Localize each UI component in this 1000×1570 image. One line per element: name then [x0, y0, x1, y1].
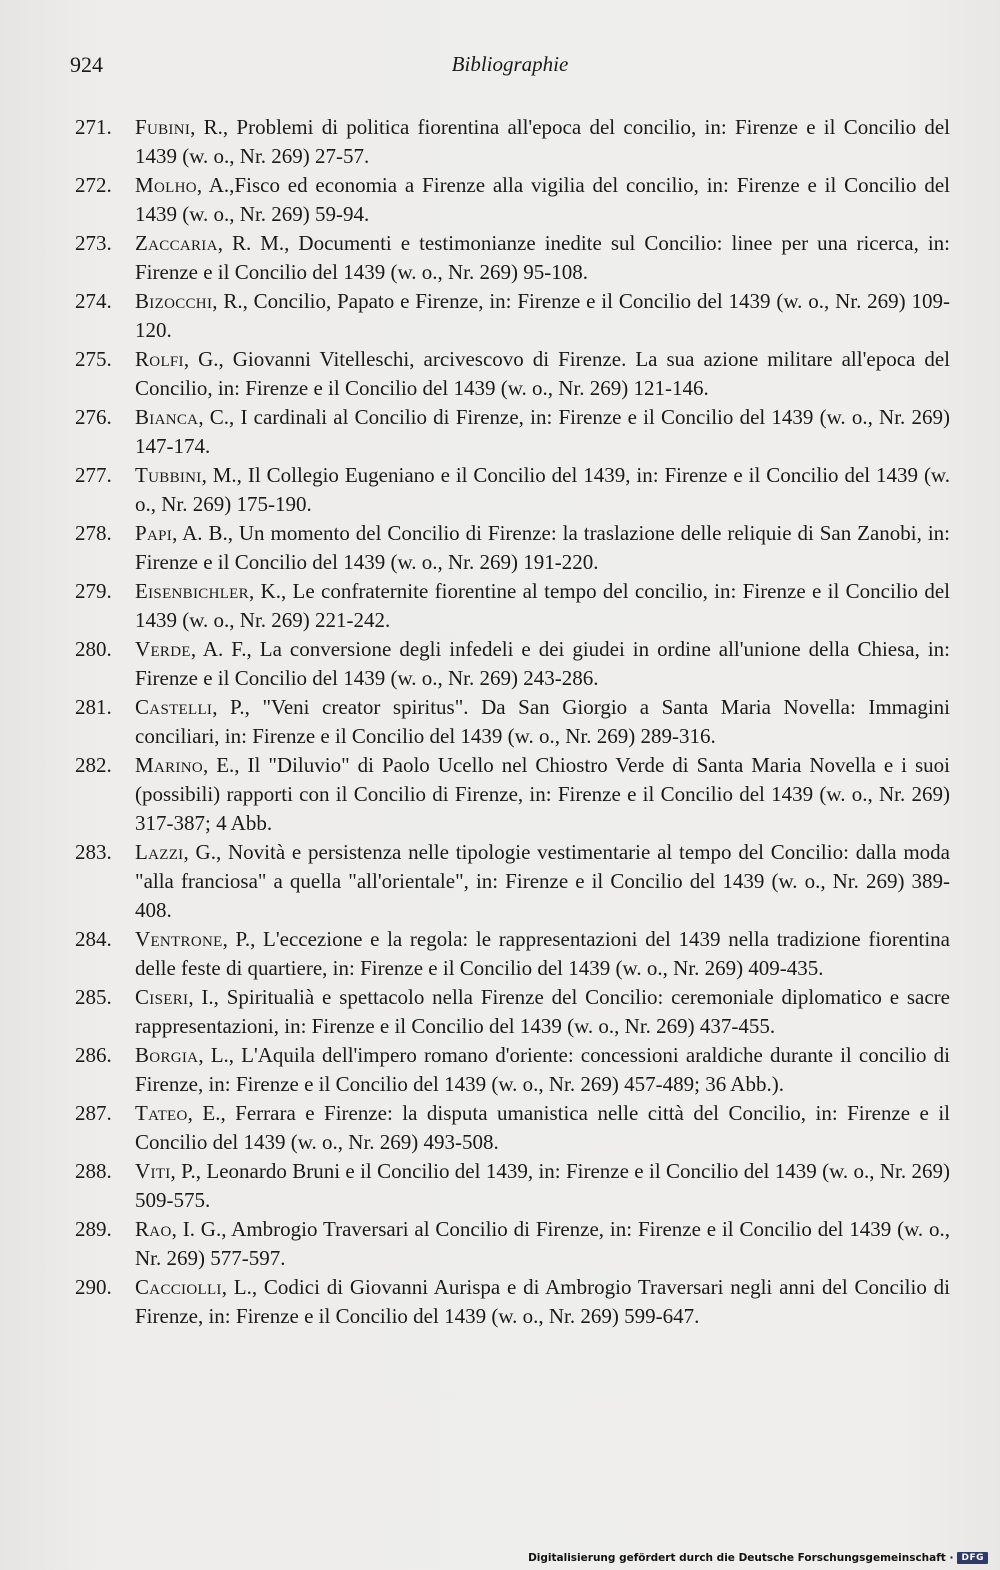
entry-author: Eisenbichler — [135, 579, 249, 603]
entry-citation: , R. M., Documenti e testimonianze inedite sul Concilio: linee per una ricerca, in: Firenze e il Concilio del 1439 (w. o., Nr. 269) 95-108. — [135, 231, 950, 284]
entry-text — [135, 983, 950, 1041]
entry-author: Lazzi — [135, 840, 184, 864]
entry-author: Bizocchi — [135, 289, 213, 313]
entry-citation: , G., Novità e persistenza nelle tipologie vestimentarie al tempo del Concilio: dalla moda "alla franciosa" a quella "all'orientale", in: Firenze e il Concilio del 1439 (w. o., Nr. 269) 389-408. — [135, 840, 950, 922]
entry-author: Tateo — [135, 1101, 188, 1125]
dfg-logo: DFG — [957, 1552, 988, 1564]
entry-text — [135, 287, 950, 345]
entry-number: 290. — [75, 1275, 112, 1299]
entry-number: 275. — [75, 347, 112, 371]
running-title: Bibliographie — [451, 52, 569, 76]
bibliography-entry — [75, 983, 950, 1041]
entry-author: Ciseri — [135, 985, 189, 1009]
entry-text — [135, 113, 950, 171]
entry-text — [135, 345, 950, 403]
entry-number: 276. — [75, 405, 112, 429]
entry-text — [135, 229, 950, 287]
entry-author: Molho — [135, 173, 197, 197]
bibliography-entry — [75, 287, 950, 345]
digitization-footer — [528, 1552, 988, 1564]
entry-author: Papi — [135, 521, 173, 545]
entry-citation: , A.,Fisco ed economia a Firenze alla vigilia del concilio, in: Firenze e il Concilio del 1439 (w. o., Nr. 269) 59-94. — [135, 173, 950, 226]
bibliography-entry — [75, 1041, 950, 1099]
entry-number: 287. — [75, 1101, 112, 1125]
bibliography-entry — [75, 1273, 950, 1331]
entry-number: 272. — [75, 173, 112, 197]
entry-author: Rao — [135, 1217, 172, 1241]
entry-text — [135, 519, 950, 577]
entry-text — [135, 171, 950, 229]
entry-text — [135, 693, 950, 751]
entry-number: 281. — [75, 695, 112, 719]
bibliography-entry — [75, 403, 950, 461]
bibliography-entry — [75, 838, 950, 925]
bibliography-entry — [75, 925, 950, 983]
entry-author: Marino — [135, 753, 203, 777]
page-header — [70, 52, 950, 88]
entry-number: 274. — [75, 289, 112, 313]
entry-text — [135, 1099, 950, 1157]
entry-number: 284. — [75, 927, 112, 951]
entry-text — [135, 1215, 950, 1273]
entry-citation: , L., Codici di Giovanni Aurispa e di Ambrogio Traversari negli anni del Concilio di Firenze, in: Firenze e il Concilio del 1439 (w. o., Nr. 269) 599-647. — [135, 1275, 950, 1328]
entry-number: 278. — [75, 521, 112, 545]
entry-number: 282. — [75, 753, 112, 777]
entry-author: Verde — [135, 637, 191, 661]
entry-number: 273. — [75, 231, 112, 255]
entry-author: Ventrone — [135, 927, 223, 951]
bibliography-entry — [75, 635, 950, 693]
bibliography-entry — [75, 519, 950, 577]
entry-citation: , E., Ferrara e Firenze: la disputa umanistica nelle città del Concilio, in: Firenze e il Concilio del 1439 (w. o., Nr. 269) 493-508. — [135, 1101, 950, 1154]
entry-citation: , P., L'eccezione e la regola: le rappresentazioni del 1439 nella tradizione fiorentina delle feste di quartiere, in: Firenze e il Concilio del 1439 (w. o., Nr. 269) 409-435. — [135, 927, 950, 980]
entry-citation: , A. F., La conversione degli infedeli e dei giudei in ordine all'unione della Chiesa, in: Firenze e il Concilio del 1439 (w. o., Nr. 269) 243-286. — [135, 637, 950, 690]
entry-number: 285. — [75, 985, 112, 1009]
entry-citation: , R., Problemi di politica fiorentina all'epoca del concilio, in: Firenze e il Concilio del 1439 (w. o., Nr. 269) 27-57. — [135, 115, 950, 168]
entry-citation: , I. G., Ambrogio Traversari al Concilio di Firenze, in: Firenze e il Concilio del 1439 (w. o., Nr. 269) 577-597. — [135, 1217, 950, 1270]
entry-number: 288. — [75, 1159, 112, 1183]
entry-citation: , I., Spiritualià e spettacolo nella Firenze del Concilio: ceremoniale diplomatico e sacre rappresentazioni, in: Firenze e il Concilio del 1439 (w. o., Nr. 269) 437-455. — [135, 985, 950, 1038]
entry-text — [135, 577, 950, 635]
entry-citation: , K., Le confraternite fiorentine al tempo del concilio, in: Firenze e il Concilio del 1439 (w. o., Nr. 269) 221-242. — [135, 579, 950, 632]
entry-number: 279. — [75, 579, 112, 603]
bibliography-entry — [75, 229, 950, 287]
footer-text: Digitalisierung gefördert durch die Deutsche Forschungsgemeinschaft · — [528, 1552, 954, 1564]
entry-text — [135, 838, 950, 925]
entry-number: 280. — [75, 637, 112, 661]
entry-author: Viti — [135, 1159, 171, 1183]
entry-number: 271. — [75, 115, 112, 139]
entry-author: Zaccaria — [135, 231, 218, 255]
entry-text — [135, 1273, 950, 1331]
entry-citation: , P., "Veni creator spiritus". Da San Giorgio a Santa Maria Novella: Immagini conciliari, in: Firenze e il Concilio del 1439 (w. o., Nr. 269) 289-316. — [135, 695, 950, 748]
entry-text — [135, 1041, 950, 1099]
entry-number: 283. — [75, 840, 112, 864]
entry-author: Borgia — [135, 1043, 199, 1067]
bibliography-entry — [75, 751, 950, 838]
bibliography-entry — [75, 461, 950, 519]
entry-number: 286. — [75, 1043, 112, 1067]
bibliography-entry — [75, 345, 950, 403]
entry-citation: , P., Leonardo Bruni e il Concilio del 1439, in: Firenze e il Concilio del 1439 (w. o., Nr. 269) 509-575. — [135, 1159, 950, 1212]
entry-author: Rolfi — [135, 347, 184, 371]
bibliography-entry — [75, 171, 950, 229]
entry-author: Castelli — [135, 695, 213, 719]
bibliography-entry — [75, 577, 950, 635]
entry-citation: , R., Concilio, Papato e Firenze, in: Firenze e il Concilio del 1439 (w. o., Nr. 269) 109-120. — [135, 289, 950, 342]
entry-author: Bianca — [135, 405, 199, 429]
bibliography-entry — [75, 693, 950, 751]
bibliography-entry — [75, 113, 950, 171]
entry-number: 277. — [75, 463, 112, 487]
entry-text — [135, 461, 950, 519]
entry-citation: , C., I cardinali al Concilio di Firenze, in: Firenze e il Concilio del 1439 (w. o., Nr. 269) 147-174. — [135, 405, 950, 458]
bibliography-entry — [75, 1157, 950, 1215]
entry-text — [135, 403, 950, 461]
entry-citation: , A. B., Un momento del Concilio di Firenze: la traslazione delle reliquie di San Zanobi, in: Firenze e il Concilio del 1439 (w. o., Nr. 269) 191-220. — [135, 521, 950, 574]
entry-citation: , G., Giovanni Vitelleschi, arcivescovo di Firenze. La sua azione militare all'epoca del Concilio, in: Firenze e il Concilio del 1439 (w. o., Nr. 269) 121-146. — [135, 347, 950, 400]
entry-citation: , L., L'Aquila dell'impero romano d'oriente: concessioni araldiche durante il concilio di Firenze, in: Firenze e il Concilio del 1439 (w. o., Nr. 269) 457-489; 36 Abb.). — [135, 1043, 950, 1096]
bibliography-entry — [75, 1099, 950, 1157]
entry-citation: , M., Il Collegio Eugeniano e il Concilio del 1439, in: Firenze e il Concilio del 1439 (w. o., Nr. 269) 175-190. — [135, 463, 950, 516]
entry-citation: , E., Il "Diluvio" di Paolo Ucello nel Chiostro Verde di Santa Maria Novella e i suoi (possibili) rapporti con il Concilio di Firenze, in: Firenze e il Concilio del 1439 (w. o., Nr. 269) 317-387; 4 Abb. — [135, 753, 950, 835]
entry-text — [135, 751, 950, 838]
bibliography-list — [75, 113, 950, 1331]
entry-text — [135, 1157, 950, 1215]
entry-text — [135, 925, 950, 983]
bibliography-entry — [75, 1215, 950, 1273]
entry-number: 289. — [75, 1217, 112, 1241]
page-number: 924 — [70, 52, 103, 77]
entry-author: Tubbini — [135, 463, 202, 487]
entry-author: Fubini — [135, 115, 191, 139]
entry-text — [135, 635, 950, 693]
entry-author: Cacciolli — [135, 1275, 222, 1299]
